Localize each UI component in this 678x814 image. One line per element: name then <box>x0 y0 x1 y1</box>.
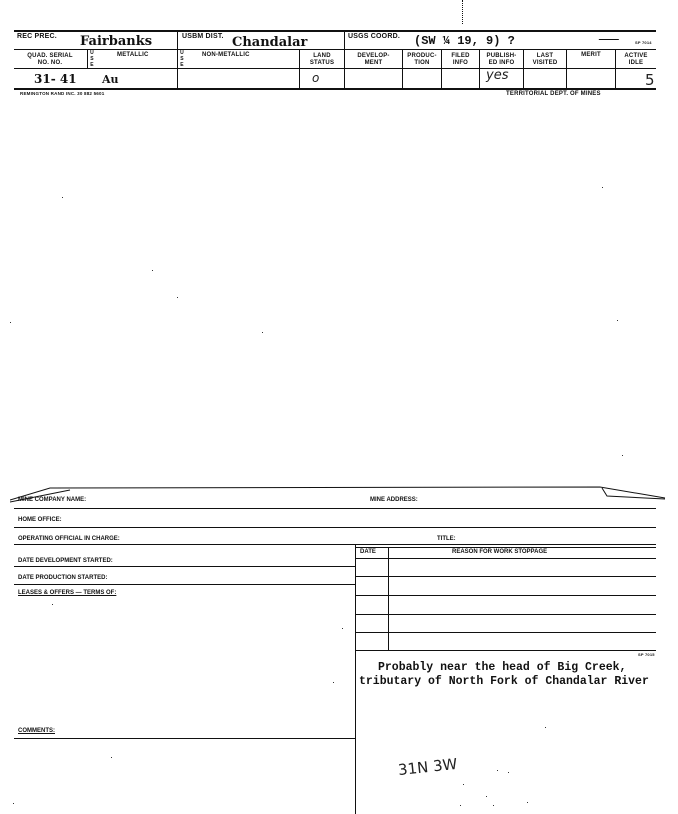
element <box>14 527 656 528</box>
dot <box>111 757 112 758</box>
header-last-visited: LAST VISITED <box>532 53 558 66</box>
dot <box>333 682 334 683</box>
dot <box>545 727 546 728</box>
comments-label: COMMENTS: <box>18 728 55 734</box>
dot <box>622 455 623 456</box>
dot <box>463 784 464 785</box>
mine-address-label: MINE ADDRESS: <box>370 497 418 503</box>
divider <box>177 30 178 49</box>
card-top-rule <box>14 30 656 32</box>
header-merit: MERIT <box>581 52 601 58</box>
date-column-header: DATE <box>360 549 376 555</box>
quad-serial-value: 31- 41 <box>34 72 77 86</box>
township-range-note: 31N 3W <box>397 754 459 780</box>
mine-company-name-label: MINE COMPANY NAME: <box>18 497 87 503</box>
element <box>355 544 356 814</box>
header-quad-serial: QUAD. SERIAL NO. NO. <box>27 53 73 66</box>
usgs-coord-value: (SW ¼ 19, 9) ? <box>414 34 515 48</box>
metallic-value: Au <box>102 73 119 86</box>
card-subheader-rule <box>14 68 656 69</box>
header-use-nonmetallic: U S E <box>180 50 184 68</box>
published-info-value: yes <box>486 68 509 83</box>
element <box>355 558 656 559</box>
reason-column-header: REASON FOR WORK STOPPAGE <box>452 549 548 555</box>
element <box>355 547 656 548</box>
form-number-bottom: SP 7015 <box>638 652 655 657</box>
header-metallic: METALLIC <box>117 52 149 58</box>
card-bottom-rule <box>14 88 656 90</box>
element <box>14 738 355 739</box>
dot <box>493 805 494 806</box>
header-development: DEVELOP- MENT <box>357 53 390 66</box>
element <box>14 508 656 509</box>
dot <box>460 805 461 806</box>
element <box>14 566 355 567</box>
element <box>388 547 389 650</box>
element <box>14 584 355 585</box>
divider <box>177 49 178 88</box>
header-active-idle: ACTIVE IDLE <box>624 53 648 66</box>
rec-prec-label: REC PREC. <box>17 33 57 40</box>
dot <box>527 802 528 803</box>
dot <box>508 772 509 773</box>
home-office-label: HOME OFFICE: <box>18 517 62 523</box>
dot <box>52 604 53 605</box>
header-production: PRODUC- TION <box>407 53 437 66</box>
header-non-metallic: NON-METALLIC <box>202 52 250 58</box>
date-development-started-label: DATE DEVELOPMENT STARTED: <box>18 558 113 564</box>
location-note-line-2: tributary of North Fork of Chandalar River <box>359 675 649 688</box>
dot <box>497 770 498 771</box>
location-note-line-1: Probably near the head of Big Creek, <box>378 661 627 674</box>
usbm-dist-label: USBM DIST. <box>182 33 224 40</box>
card-edge <box>10 478 670 504</box>
active-idle-value: 5 <box>645 71 655 89</box>
header-use-metallic: U S E <box>90 50 94 68</box>
element <box>355 576 656 577</box>
header-published-info: PUBLISH- ED INFO <box>486 53 517 66</box>
dot <box>177 297 178 298</box>
dot <box>486 796 487 797</box>
date-production-started-label: DATE PRODUCTION STARTED: <box>18 575 108 581</box>
divider <box>344 30 345 49</box>
dot <box>62 197 63 198</box>
dot <box>13 803 14 804</box>
header-land-status: LAND STATUS <box>309 53 335 66</box>
dot <box>152 270 153 271</box>
usgs-coord-label: USGS COORD. <box>348 33 400 40</box>
land-status-value: o <box>312 71 320 85</box>
dot <box>10 322 11 323</box>
margin-tick <box>462 0 463 24</box>
issuing-department: TERRITORIAL DEPT. OF MINES <box>506 91 601 97</box>
leases-offers-label: LEASES & OFFERS — TERMS OF: <box>18 590 117 596</box>
card-header-rule <box>14 49 656 50</box>
printer-imprint: REMINGTON RAND INC. 30 882 5601 <box>20 91 105 96</box>
usbm-dist-value: Chandalar <box>232 35 308 50</box>
element <box>355 650 656 651</box>
element <box>355 614 656 615</box>
element <box>355 632 656 633</box>
dot <box>602 187 603 188</box>
divider <box>87 49 88 69</box>
dot <box>262 332 263 333</box>
dot <box>342 628 343 629</box>
element <box>14 544 656 545</box>
operating-official-label: OPERATING OFFICIAL IN CHARGE: <box>18 536 120 542</box>
header-filed-info: FILED INFO <box>451 53 470 66</box>
element <box>355 595 656 596</box>
form-number-top: SP 7014 <box>635 40 652 45</box>
rec-prec-value: Fairbanks <box>80 34 153 49</box>
title-label: TITLE: <box>437 536 456 542</box>
dot <box>617 320 618 321</box>
